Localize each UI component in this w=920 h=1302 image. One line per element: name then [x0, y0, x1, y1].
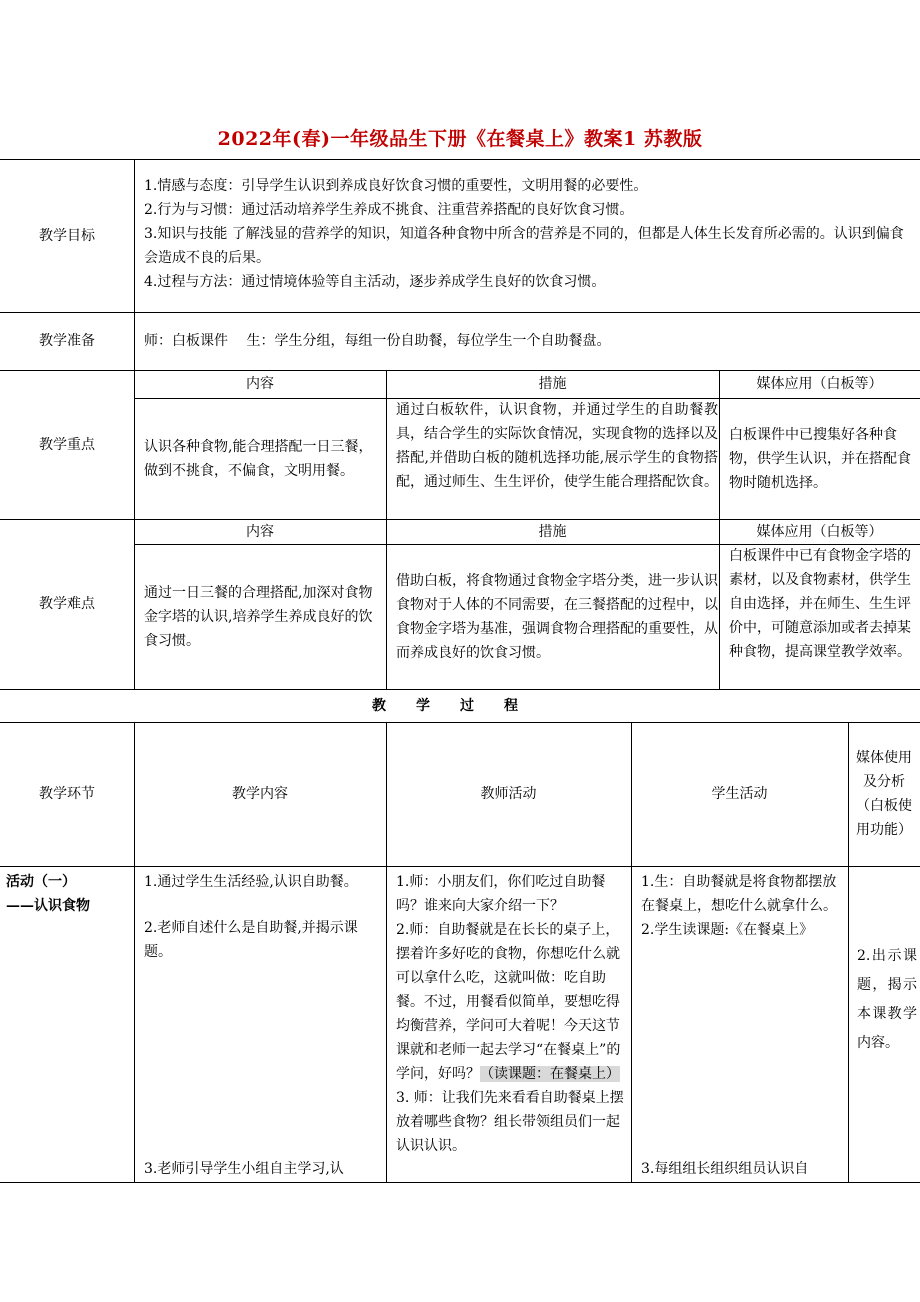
process-heading-text: 教学过程 — [372, 697, 548, 714]
difficulties-label: 教学难点 — [39, 596, 95, 612]
process-heading — [0, 689, 920, 722]
teacher-item: 1.师：小朋友们，你们吃过自助餐吗？谁来向大家介绍一下？ — [396, 874, 606, 914]
key-points-measures: 通过白板软件，认识食物，并通过学生的自助餐教具，结合学生的实际饮食情况，实现食物的选择以及搭配,并借助白板的随机选择功能,展示学生的食物搭配，通过师生、生生评价，使学生能合理搭配饮食。 — [396, 402, 718, 490]
col-content: 教学内容 — [232, 786, 288, 802]
activity-name — [6, 870, 132, 918]
student-item: 1.生：自助餐就是将食物都摆放在餐桌上，想吃什么就拿什么。 — [641, 874, 837, 914]
key-points-media-text: 白板课件中已搜集好各种食物，供学生认识，并在搭配食物时随机选择。 — [729, 426, 911, 491]
rule — [0, 1182, 920, 1183]
objective-item: 3.知识与技能 了解浅显的营养学的知识，知道各种食物中所含的营养是不同的，但都是人体生长发育所必需的。认识到偏食会造成不良的后果。 — [144, 226, 904, 266]
difficulties-measures-text: 借助白板，将食物通过食物金字塔分类，进一步认识食物对于人体的不同需要，在三餐搭配的过程中，以食物金字塔为基准，强调食物合理搭配的重要性，从而养成良好的饮食习惯。 — [396, 572, 718, 661]
rule — [134, 159, 135, 689]
activity-content — [144, 870, 384, 964]
media-analysis: 2.出示课题，揭示本课教学内容。 — [857, 948, 917, 1051]
key-points-label: 教学重点 — [39, 436, 95, 453]
objective-item: 1.情感与态度：引导学生认识到养成良好饮食习惯的重要性，文明用餐的必要性。 — [144, 178, 648, 194]
objectives-label: 教学目标 — [39, 227, 95, 244]
activity-name-line2: ——认识食物 — [6, 898, 90, 914]
content-item: 3.老师引导学生小组自主学习,认 — [144, 1161, 344, 1177]
objective-item: 4.过程与方法：通过情境体验等自主活动，逐步养成学生良好的饮食习惯。 — [144, 274, 606, 290]
teacher-item: 3. 师：让我们先来看看自助餐桌上摆放着哪些食物？组长带领组员们一起认识认识。 — [396, 1090, 624, 1154]
objectives-list — [144, 174, 916, 294]
difficulties-measures — [396, 544, 718, 689]
rule — [0, 159, 920, 160]
student-item: 3.每组组长组织组员认识自 — [641, 1161, 809, 1177]
col-stage: 教学环节 — [39, 786, 95, 802]
key-points-header-measures: 措施 — [538, 376, 567, 392]
difficulties-header-content: 内容 — [246, 523, 274, 540]
key-points-header-media: 媒体应用（白板等） — [756, 376, 883, 392]
content-item: 2.老师自述什么是自助餐,并揭示课题。 — [144, 920, 358, 960]
preparation-label: 教学准备 — [39, 333, 95, 349]
key-points-header-content: 内容 — [246, 376, 274, 392]
col-teacher: 教师活动 — [480, 786, 537, 802]
content-item: 1.通过学生生活经验,认识自助餐。 — [144, 874, 358, 890]
difficulties-header-media: 媒体应用（白板等） — [756, 523, 883, 540]
col-media-text: 媒体使用及分析（白板使用功能） — [856, 750, 912, 838]
page-title: 2022年(春)一年级品生下册《在餐桌上》教案1 苏教版 — [217, 128, 703, 150]
rule — [0, 866, 920, 867]
activity-name-line1: 活动（一） — [6, 874, 76, 890]
student-activity — [641, 870, 843, 942]
difficulties-content-text: 通过一日三餐的合理搭配,加深对食物金字塔的认识,培养学生养成良好的饮食习惯。 — [144, 584, 373, 649]
difficulties-content — [144, 544, 382, 689]
rule — [848, 722, 849, 1182]
difficulties-media: 白板课件中已有食物金字塔的素材，以及食物素材，供学生自由选择，并在师生、生生评价中，可随意添加或者去掉某种食物，提高课堂教学效率。 — [729, 548, 911, 660]
col-student: 学生活动 — [711, 786, 768, 802]
key-points-media — [729, 398, 917, 519]
teacher-activity — [396, 870, 628, 1158]
objective-item: 2.行为与习惯：通过活动培养学生养成不挑食、注重营养搭配的良好饮食习惯。 — [144, 202, 634, 218]
key-points-content-text: 认识各种食物,能合理搭配一日三餐，做到不挑食，不偏食，文明用餐。 — [144, 438, 373, 479]
teacher-item — [396, 918, 628, 1086]
difficulties-header-measures: 措施 — [538, 523, 567, 540]
student-item: 2.学生读课题:《在餐桌上》 — [641, 922, 814, 938]
read-title-note: （读课题：在餐桌上） — [480, 1066, 620, 1082]
preparation-text: 师：白板课件 生：学生分组，每组一份自助餐，每位学生一个自助餐盘。 — [144, 333, 611, 349]
col-media — [856, 722, 912, 866]
teacher-item-text: 2.师：自助餐就是在长长的桌子上，摆着许多好吃的食物，你想吃什么就可以拿什么吃，这就叫做：吃自助餐。不过，用餐看似简单，要想吃得均衡营养，学问可大着呢！今天这节课就和老师一起去学习“在餐桌上”的学问，好吗？ — [396, 922, 621, 1082]
key-points-content — [144, 398, 382, 519]
